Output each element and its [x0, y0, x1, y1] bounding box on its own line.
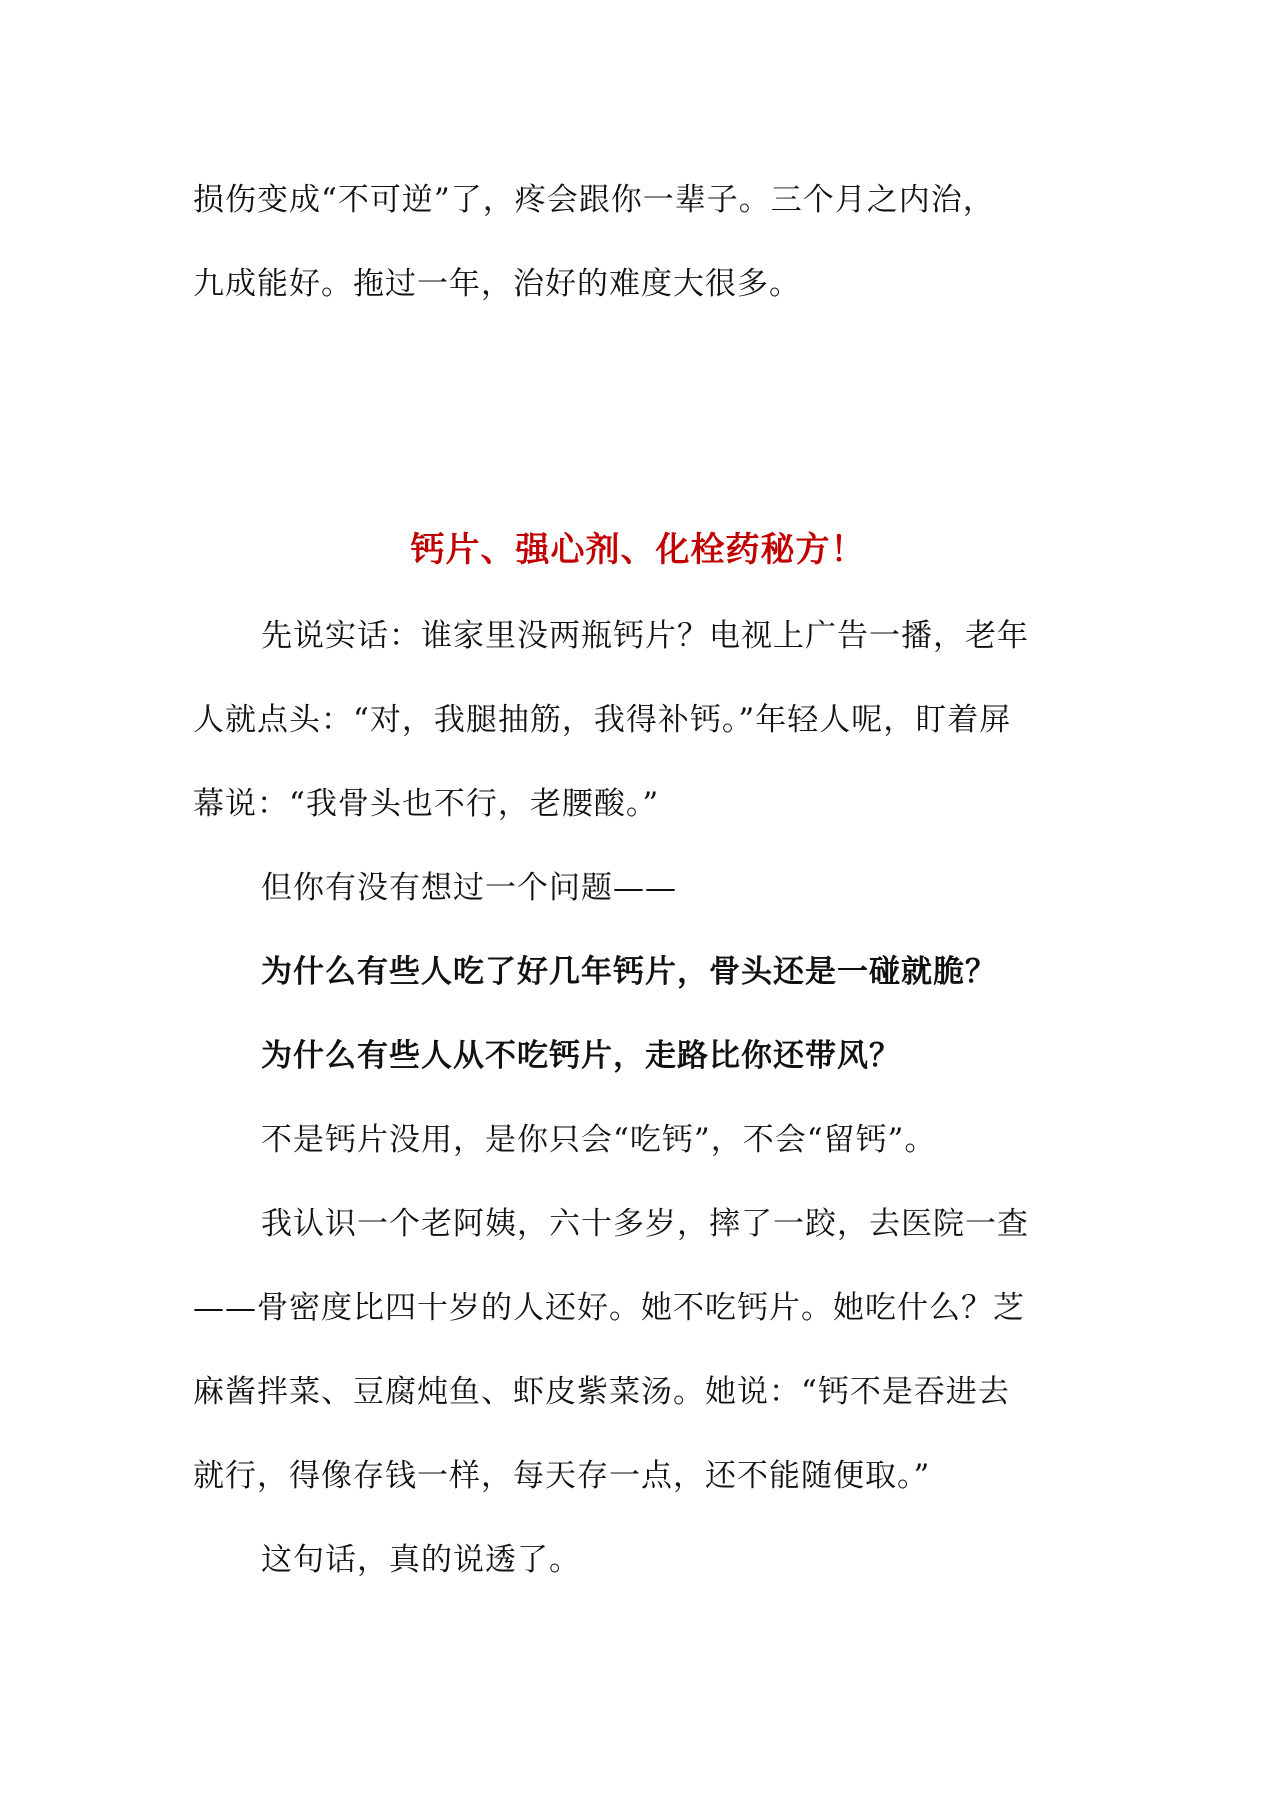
text-line: 我认识一个老阿姨，六十多岁，摔了一跤，去医院一查: [261, 1206, 1029, 1242]
section-title: 钙片、强心剂、化栓药秘方！: [410, 530, 866, 570]
paragraph-2: 但你有没有想过一个问题——: [261, 870, 677, 906]
question-2: 为什么有些人从不吃钙片，走路比你还带风？: [261, 1038, 901, 1074]
paragraph-1: [193, 594, 1083, 846]
text-line: 先说实话：谁家里没两瓶钙片？电视上广告一播，老年: [261, 618, 1029, 654]
intro-paragraph: [193, 158, 1083, 326]
text-line: 就行，得像存钱一样，每天存一点，还不能随便取。”: [193, 1458, 931, 1494]
text-line: 损伤变成“不可逆”了，疼会跟你一辈子。三个月之内治，: [193, 182, 995, 218]
text-line: 麻酱拌菜、豆腐炖鱼、虾皮紫菜汤。她说：“钙不是吞进去: [193, 1374, 1010, 1410]
text-line: ——骨密度比四十岁的人还好。她不吃钙片。她吃什么？芝: [193, 1290, 1025, 1326]
paragraph-5: 这句话，真的说透了。: [261, 1542, 581, 1578]
text-line: 人就点头：“对，我腿抽筋，我得补钙。”年轻人呢，盯着屏: [193, 702, 1012, 738]
text-line: 九成能好。拖过一年，治好的难度大很多。: [193, 266, 801, 302]
question-1: 为什么有些人吃了好几年钙片，骨头还是一碰就脆？: [261, 954, 997, 990]
paragraph-4: [193, 1182, 1083, 1518]
text-line: 幕说：“我骨头也不行，老腰酸。”: [193, 786, 660, 822]
paragraph-3: 不是钙片没用，是你只会“吃钙”，不会“留钙”。: [261, 1122, 937, 1158]
section-body: [193, 594, 1083, 1602]
